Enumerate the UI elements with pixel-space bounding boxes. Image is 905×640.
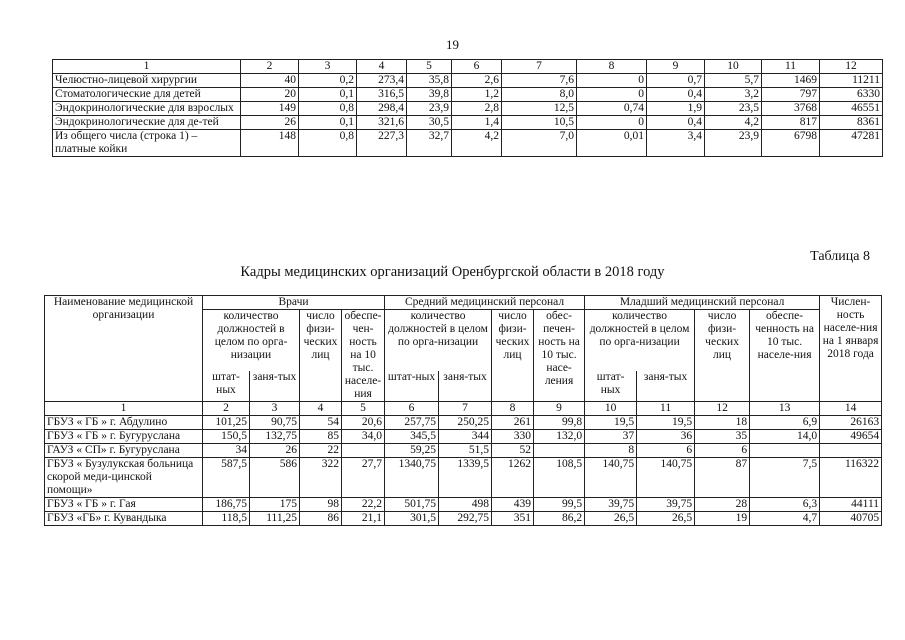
table-cell: 132,0 <box>534 430 585 444</box>
table-cell: 1262 <box>492 458 534 498</box>
table-cell: 116322 <box>820 458 882 498</box>
table-cell: 0,01 <box>577 130 647 157</box>
table-row <box>45 430 882 444</box>
header-nurse-persons: число физи-ческих лиц <box>492 310 534 402</box>
column-number: 9 <box>647 60 705 74</box>
table-cell: 40 <box>241 74 299 88</box>
header-junior-persons: число физи-ческих лиц <box>695 310 750 402</box>
table-cell: 3,4 <box>647 130 705 157</box>
table-cell: 6 <box>695 444 750 458</box>
column-number: 5 <box>407 60 452 74</box>
table-cell: 99,8 <box>534 416 585 430</box>
table-cell: 8 <box>585 444 637 458</box>
table-cell: 101,25 <box>203 416 250 430</box>
table-cell: 4,2 <box>705 116 762 130</box>
table-cell: 111,25 <box>250 512 300 526</box>
header-nurse-staffed: штат-ных <box>385 371 439 402</box>
table-row <box>45 444 882 458</box>
table-cell: 273,4 <box>357 74 407 88</box>
table-cell: 175 <box>250 498 300 512</box>
column-number: 12 <box>695 402 750 416</box>
table-row <box>53 116 883 130</box>
column-number: 3 <box>299 60 357 74</box>
column-number: 10 <box>585 402 637 416</box>
table-cell: 108,5 <box>534 458 585 498</box>
column-number: 13 <box>750 402 820 416</box>
table-cell: 3768 <box>762 102 820 116</box>
table-cell: 51,5 <box>439 444 492 458</box>
table-cell: 20,6 <box>342 416 385 430</box>
table-cell: 0,4 <box>647 88 705 102</box>
header-nurse-provision: обес-печен-ность на 10 тыс. насе-ления <box>534 310 585 402</box>
table-cell: 54 <box>300 416 342 430</box>
table-cell: 292,75 <box>439 512 492 526</box>
header-nurse-occupied: заня-тых <box>439 371 492 402</box>
table-cell: 1,9 <box>647 102 705 116</box>
header-junior-provision: обеспе-ченность на 10 тыс. населе-ния <box>750 310 820 402</box>
table-cell: 32,7 <box>407 130 452 157</box>
table-cell: 0,8 <box>299 130 357 157</box>
table-cell: 0,4 <box>647 116 705 130</box>
table-cell: 330 <box>492 430 534 444</box>
table-cell: 140,75 <box>585 458 637 498</box>
table-cell: 797 <box>762 88 820 102</box>
table-row <box>53 130 883 157</box>
column-number: 11 <box>762 60 820 74</box>
table-cell: 0,1 <box>299 116 357 130</box>
table-cell: 19,5 <box>637 416 695 430</box>
table-cell: 186,75 <box>203 498 250 512</box>
table-cell: 52 <box>492 444 534 458</box>
table-cell: 44111 <box>820 498 882 512</box>
table-cell: 227,3 <box>357 130 407 157</box>
organization-name: ГАУЗ « СП» г. Бугуруслана <box>45 444 203 458</box>
table-cell: 26,5 <box>585 512 637 526</box>
table-cell: 26 <box>250 444 300 458</box>
table-cell: 23,9 <box>407 102 452 116</box>
table-cell: 19,5 <box>585 416 637 430</box>
column-number: 1 <box>45 402 203 416</box>
staff-table <box>44 295 882 526</box>
table-cell: 30,5 <box>407 116 452 130</box>
table-cell: 86 <box>300 512 342 526</box>
table-cell: 6 <box>637 444 695 458</box>
header-doctor-provision: обеспе-чен-ность на 10 тыс. населе-ния <box>342 310 385 402</box>
column-number: 4 <box>300 402 342 416</box>
table-cell: 90,75 <box>250 416 300 430</box>
column-number: 3 <box>250 402 300 416</box>
organization-name: ГБУЗ « Бузулукская больница скорой меди-цинской помощи» <box>45 458 203 498</box>
table-cell: 22 <box>300 444 342 458</box>
table-cell: 7,5 <box>750 458 820 498</box>
column-number: 7 <box>439 402 492 416</box>
header-population: Числен-ность населе-ния на 1 января 2018 года <box>820 296 882 402</box>
table-cell: 1,2 <box>452 88 502 102</box>
table-cell: 140,75 <box>637 458 695 498</box>
table-cell: 0,7 <box>647 74 705 88</box>
table-cell: 2,6 <box>452 74 502 88</box>
table-cell <box>342 444 385 458</box>
table-cell: 586 <box>250 458 300 498</box>
column-number: 8 <box>577 60 647 74</box>
table-cell: 817 <box>762 116 820 130</box>
table-cell: 40705 <box>820 512 882 526</box>
table-cell: 86,2 <box>534 512 585 526</box>
table-cell: 351 <box>492 512 534 526</box>
column-number: 12 <box>820 60 883 74</box>
table-cell: 11211 <box>820 74 883 88</box>
table-cell: 501,75 <box>385 498 439 512</box>
table-cell <box>750 444 820 458</box>
table-cell: 39,75 <box>637 498 695 512</box>
table-cell: 0,2 <box>299 74 357 88</box>
table-cell: 322 <box>300 458 342 498</box>
header-junior-positions: количество должностей в целом по орга-низации <box>585 310 695 371</box>
organization-name: ГБУЗ « ГБ » г. Гая <box>45 498 203 512</box>
table-cell: 0,74 <box>577 102 647 116</box>
header-junior-occupied: заня-тых <box>637 371 695 402</box>
row-label: Эндокринологические для взрослых <box>53 102 241 116</box>
table-cell: 0,1 <box>299 88 357 102</box>
table-cell: 26,5 <box>637 512 695 526</box>
organization-name: ГБУЗ «ГБ» г. Кувандыка <box>45 512 203 526</box>
table-cell: 26163 <box>820 416 882 430</box>
table-cell: 149 <box>241 102 299 116</box>
table-cell: 8361 <box>820 116 883 130</box>
table-cell: 6,9 <box>750 416 820 430</box>
table-cell: 301,5 <box>385 512 439 526</box>
table-row <box>53 74 883 88</box>
table-cell: 257,75 <box>385 416 439 430</box>
page-number: 19 <box>446 37 459 52</box>
table-row <box>45 416 882 430</box>
column-number: 10 <box>705 60 762 74</box>
table-cell: 22,2 <box>342 498 385 512</box>
table-cell: 23,9 <box>705 130 762 157</box>
table-cell: 1340,75 <box>385 458 439 498</box>
row-label: Эндокринологические для де-тей <box>53 116 241 130</box>
table-cell: 4,2 <box>452 130 502 157</box>
table-cell: 14,0 <box>750 430 820 444</box>
table-cell: 439 <box>492 498 534 512</box>
organization-name: ГБУЗ « ГБ » г. Бугуруслана <box>45 430 203 444</box>
table-cell: 148 <box>241 130 299 157</box>
table-cell: 5,7 <box>705 74 762 88</box>
table-cell: 99,5 <box>534 498 585 512</box>
table-cell: 0 <box>577 116 647 130</box>
table-cell: 2,8 <box>452 102 502 116</box>
table-cell: 0,8 <box>299 102 357 116</box>
table-cell: 3,2 <box>705 88 762 102</box>
table-cell: 28 <box>695 498 750 512</box>
column-number: 8 <box>492 402 534 416</box>
table-cell: 23,5 <box>705 102 762 116</box>
table-row <box>45 512 882 526</box>
table-cell <box>534 444 585 458</box>
column-number: 6 <box>452 60 502 74</box>
table-cell: 250,25 <box>439 416 492 430</box>
header-junior-staffed: штат-ных <box>585 371 637 402</box>
table-cell: 20 <box>241 88 299 102</box>
table-cell: 47281 <box>820 130 883 157</box>
table-cell: 59,25 <box>385 444 439 458</box>
table-cell: 344 <box>439 430 492 444</box>
table-cell: 27,7 <box>342 458 385 498</box>
column-number: 9 <box>534 402 585 416</box>
table-cell: 0 <box>577 74 647 88</box>
continued-bed-table <box>52 59 883 157</box>
row-label: Из общего числа (строка 1) – платные койки <box>53 130 241 157</box>
header-doctor-positions: количество должностей в целом по орга-низации <box>203 310 300 371</box>
table-cell: 6798 <box>762 130 820 157</box>
table-cell: 316,5 <box>357 88 407 102</box>
organization-name: ГБУЗ « ГБ » г. Абдулино <box>45 416 203 430</box>
column-number: 11 <box>637 402 695 416</box>
table-cell: 345,5 <box>385 430 439 444</box>
table-cell: 8,0 <box>502 88 577 102</box>
table-title: Кадры медицинских организаций Оренбургской области в 2018 году <box>240 264 665 280</box>
column-number: 6 <box>385 402 439 416</box>
table-cell: 1469 <box>762 74 820 88</box>
table-cell: 26 <box>241 116 299 130</box>
table-cell: 98 <box>300 498 342 512</box>
row-label: Стоматологические для детей <box>53 88 241 102</box>
table-cell: 37 <box>585 430 637 444</box>
column-number: 2 <box>203 402 250 416</box>
table-cell: 21,1 <box>342 512 385 526</box>
header-doctor-staffed: штат-ных <box>203 371 250 402</box>
table-cell: 39,75 <box>585 498 637 512</box>
table-cell: 321,6 <box>357 116 407 130</box>
table-cell: 118,5 <box>203 512 250 526</box>
table-cell <box>820 444 882 458</box>
table-cell: 1339,5 <box>439 458 492 498</box>
table-cell: 49654 <box>820 430 882 444</box>
table-cell: 7,6 <box>502 74 577 88</box>
header-doctors: Врачи <box>203 296 385 310</box>
table-cell: 36 <box>637 430 695 444</box>
header-name: Наименование медицинской организации <box>45 296 203 402</box>
table-cell: 39,8 <box>407 88 452 102</box>
table-row <box>45 498 882 512</box>
table-cell: 4,7 <box>750 512 820 526</box>
table-cell: 19 <box>695 512 750 526</box>
table-cell: 34 <box>203 444 250 458</box>
header-nurses: Средний медицинский персонал <box>385 296 585 310</box>
table-cell: 261 <box>492 416 534 430</box>
table-cell: 35 <box>695 430 750 444</box>
table-cell: 0 <box>577 88 647 102</box>
table-cell: 18 <box>695 416 750 430</box>
header-doctor-occupied: заня-тых <box>250 371 300 402</box>
column-number-row <box>53 60 883 74</box>
column-number: 14 <box>820 402 882 416</box>
table-cell: 6330 <box>820 88 883 102</box>
column-number: 5 <box>342 402 385 416</box>
column-number: 7 <box>502 60 577 74</box>
table-cell: 85 <box>300 430 342 444</box>
table-cell: 12,5 <box>502 102 577 116</box>
table-cell: 132,75 <box>250 430 300 444</box>
table-row <box>53 102 883 116</box>
table-cell: 7,0 <box>502 130 577 157</box>
column-number: 1 <box>53 60 241 74</box>
table-cell: 298,4 <box>357 102 407 116</box>
table-row <box>53 88 883 102</box>
table-cell: 1,4 <box>452 116 502 130</box>
header-nurse-positions: количество должностей в целом по орга-низации <box>385 310 492 371</box>
table-cell: 587,5 <box>203 458 250 498</box>
header-doctor-persons: число физи-ческих лиц <box>300 310 342 402</box>
table-cell: 35,8 <box>407 74 452 88</box>
table-cell: 150,5 <box>203 430 250 444</box>
table-label: Таблица 8 <box>810 249 870 264</box>
column-number: 4 <box>357 60 407 74</box>
table-row <box>45 458 882 498</box>
table-cell: 498 <box>439 498 492 512</box>
table-cell: 87 <box>695 458 750 498</box>
column-number-row <box>45 402 882 416</box>
table-cell: 6,3 <box>750 498 820 512</box>
row-label: Челюстно-лицевой хирургии <box>53 74 241 88</box>
table-cell: 46551 <box>820 102 883 116</box>
table-cell: 34,0 <box>342 430 385 444</box>
header-junior: Младший медицинский персонал <box>585 296 820 310</box>
column-number: 2 <box>241 60 299 74</box>
table-cell: 10,5 <box>502 116 577 130</box>
